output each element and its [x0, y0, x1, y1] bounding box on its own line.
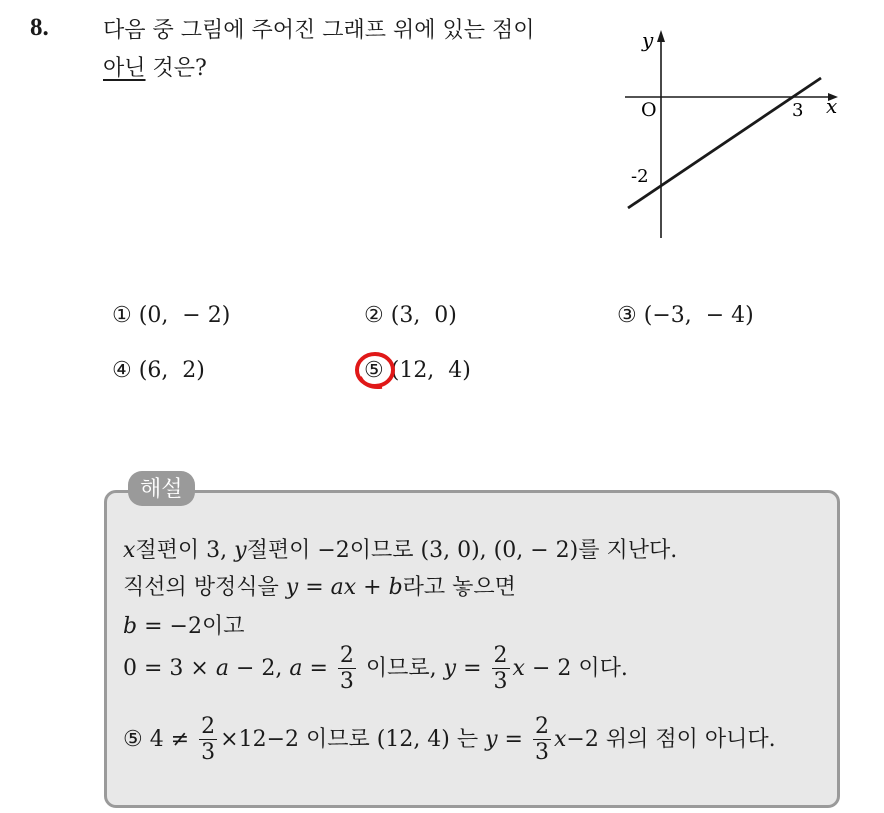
solution-line-5 — [123, 716, 776, 764]
problem-number: 8. — [30, 14, 49, 41]
choice-2[interactable] — [364, 303, 457, 328]
question-text — [103, 12, 535, 88]
line-graph — [600, 20, 860, 245]
var-y: y — [485, 727, 498, 752]
text: 절편이 3, — [135, 538, 235, 563]
denominator: 3 — [493, 669, 508, 694]
y-axis-label: y — [642, 28, 654, 52]
var-y: y — [443, 656, 457, 681]
question-line-1: 다음 중 그림에 주어진 그래프 위에 있는 점이 — [103, 18, 535, 43]
var-ax: ax — [330, 575, 357, 600]
fraction — [199, 716, 217, 764]
numerator: 2 — [201, 714, 216, 739]
text: ×12−2 이므로 (12, 4) 는 — [220, 727, 486, 752]
question-emphasis: 아닌 — [103, 56, 146, 81]
text: −2 위의 점이 아니다. — [566, 727, 776, 752]
text: + — [356, 575, 389, 600]
choice-2-text: (3, 0) — [390, 303, 457, 328]
solution-line-3 — [123, 609, 244, 640]
denominator: 3 — [534, 740, 549, 765]
denominator: 3 — [339, 669, 354, 694]
y-intercept-label: -2 — [631, 166, 649, 187]
var-y: y — [234, 538, 247, 563]
var-y: y — [285, 575, 299, 600]
var-b: b — [388, 575, 403, 600]
fraction — [492, 645, 510, 693]
solution-line-2 — [123, 570, 516, 601]
origin-label: O — [641, 99, 657, 121]
text: 직선의 방정식을 — [123, 575, 286, 600]
numerator: 2 — [534, 714, 549, 739]
x-intercept-label: 3 — [792, 100, 804, 121]
text: − 2 이다. — [524, 656, 628, 681]
choice-3-text: (−3, − 4) — [643, 303, 754, 328]
choice-1-marker: ① — [112, 303, 132, 328]
var-x: x — [123, 538, 136, 563]
var-x: x — [553, 727, 567, 752]
var-a: a — [215, 656, 229, 681]
text: ⑤ 4 ≠ — [123, 727, 197, 752]
choice-3[interactable] — [617, 303, 754, 328]
fraction — [533, 716, 551, 764]
var-x: x — [512, 656, 525, 681]
solution-line-4 — [123, 645, 628, 693]
answer-circle-mark — [352, 347, 398, 393]
choice-1[interactable] — [112, 303, 230, 328]
choice-1-text: (0, − 2) — [138, 303, 231, 328]
var-a: a — [289, 656, 303, 681]
text: 0 = 3 × — [123, 656, 216, 681]
choice-3-marker: ③ — [617, 303, 637, 328]
numerator: 2 — [339, 643, 354, 668]
choice-4-marker: ④ — [112, 358, 132, 383]
text: = — [302, 656, 335, 681]
question-line-2: 것은? — [145, 56, 207, 81]
text: = −2이고 — [137, 614, 245, 639]
text: 라고 놓으면 — [402, 575, 516, 600]
choice-4-text: (6, 2) — [138, 358, 205, 383]
numerator: 2 — [493, 643, 508, 668]
choice-5-text: (12, 4) — [390, 358, 471, 383]
y-axis-arrow — [657, 30, 665, 42]
solution-line-1 — [123, 533, 677, 564]
fraction — [338, 645, 356, 693]
var-b: b — [123, 614, 138, 639]
text: = — [298, 575, 331, 600]
choice-2-marker: ② — [364, 303, 384, 328]
text: − 2, — [228, 656, 290, 681]
text: = — [497, 727, 530, 752]
solution-tag: 해설 — [128, 471, 195, 506]
choice-5-marker: ⑤ — [364, 358, 384, 383]
denominator: 3 — [201, 740, 216, 765]
text: 이므로, — [358, 656, 444, 681]
choice-4[interactable] — [112, 358, 205, 383]
x-axis-label: x — [826, 94, 838, 118]
text: 절편이 −2이므로 (3, 0), (0, − 2)를 지난다. — [246, 538, 678, 563]
text: = — [456, 656, 489, 681]
